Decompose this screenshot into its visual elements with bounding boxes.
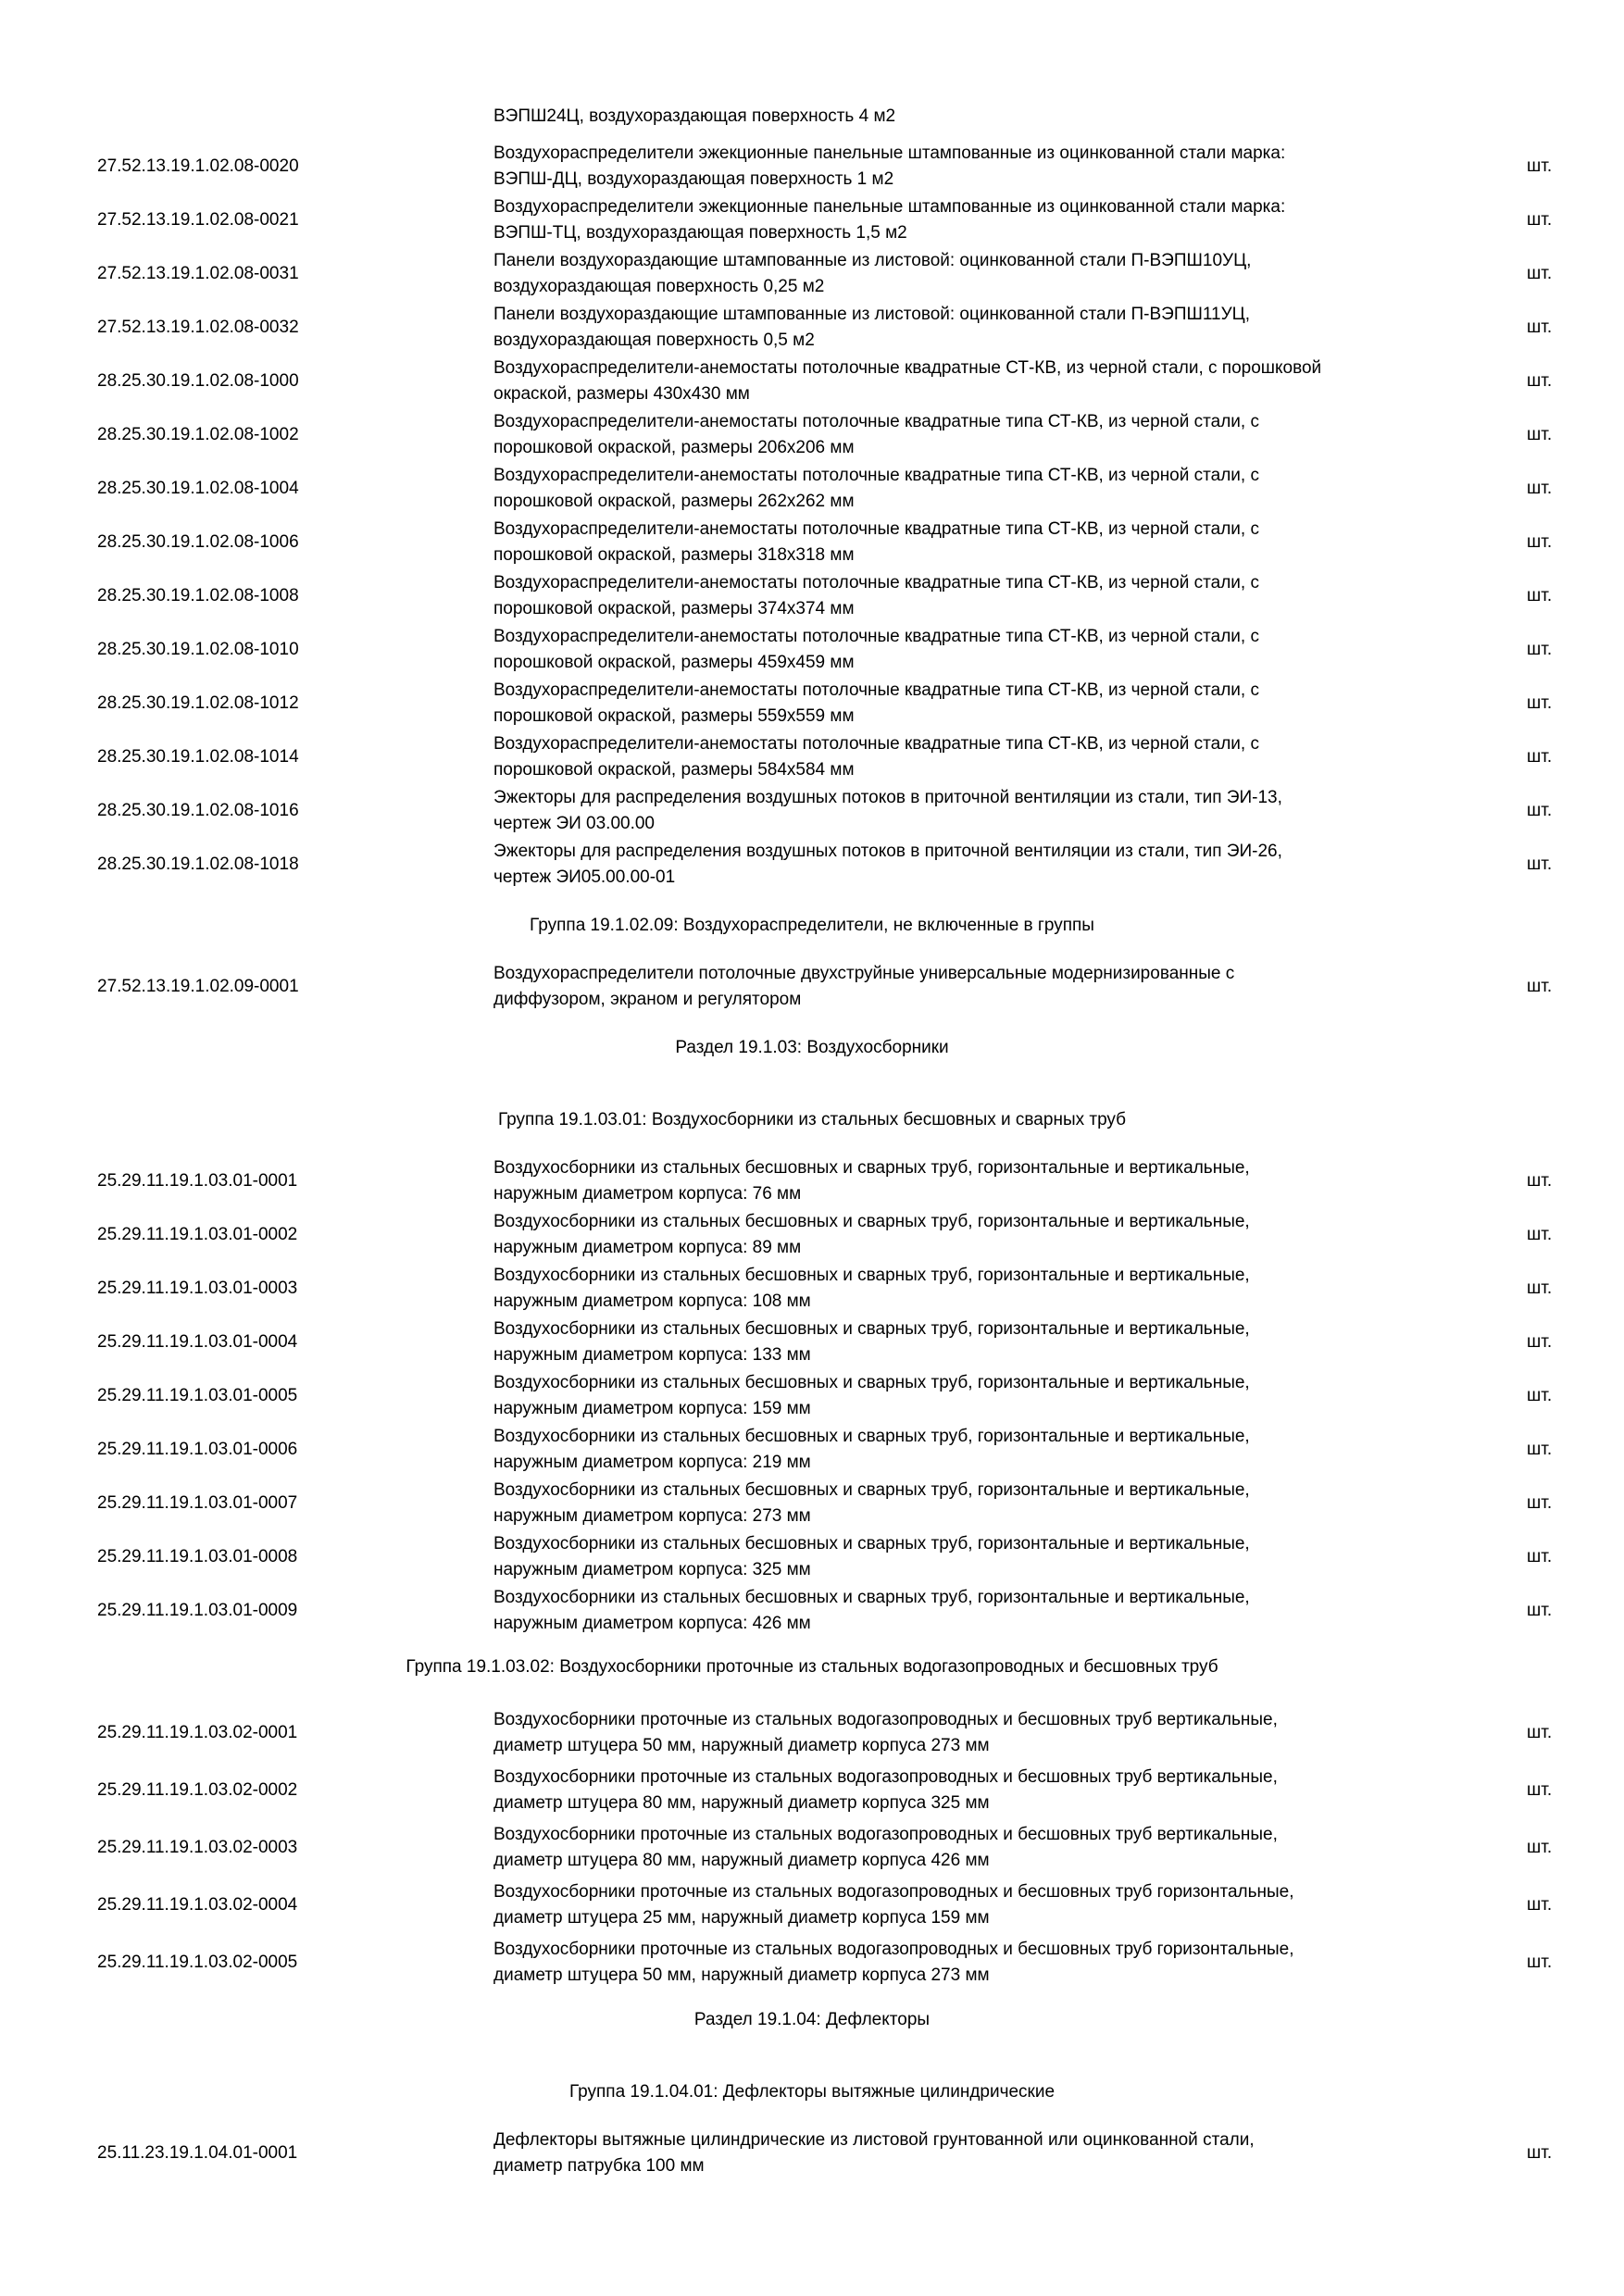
item-description-line: ВЭПШ-ТЦ, воздухораздающая поверхность 1,5 м2: [493, 223, 907, 243]
item-code: 28.25.30.19.1.02.08-1008: [97, 586, 299, 605]
group-heading: Группа 19.1.02.09: Воздухораспределители, не включенные в группы: [530, 916, 1094, 935]
item-description: [493, 1879, 1475, 1931]
item-description: [493, 409, 1475, 461]
item-description-line: порошковой окраской, размеры 206х206 мм: [493, 438, 855, 457]
item-unit: шт.: [1527, 1601, 1553, 1620]
item-code: 25.29.11.19.1.03.02-0002: [97, 1780, 298, 1800]
item-unit: шт.: [1527, 977, 1553, 996]
item-code: 27.52.13.19.1.02.08-0031: [97, 264, 299, 283]
item-description-line: чертеж ЭИ 03.00.00: [493, 814, 655, 833]
item-description-line: порошковой окраской, размеры 559х559 мм: [493, 706, 855, 726]
item-description-line: диффузором, экраном и регулятором: [493, 990, 802, 1009]
item-description-line: Воздухосборники проточные из стальных водогазопроводных и бесшовных труб вертикальные,: [493, 1825, 1278, 1844]
item-unit: шт.: [1527, 425, 1553, 444]
table-row: [0, 785, 1624, 837]
item-description-line: диаметр штуцера 25 мм, наружный диаметр корпуса 159 мм: [493, 1908, 990, 1928]
item-description-line: диаметр штуцера 80 мм, наружный диаметр корпуса 426 мм: [493, 1851, 990, 1870]
item-description: [493, 1424, 1475, 1476]
item-description: [493, 731, 1475, 783]
item-code: 28.25.30.19.1.02.08-1016: [97, 801, 299, 820]
item-description-line: окраской, размеры 430х430 мм: [493, 384, 750, 404]
item-description-line: наружным диаметром корпуса: 76 мм: [493, 1184, 802, 1204]
table-row: [0, 194, 1624, 246]
item-description: [493, 1263, 1475, 1315]
item-unit: шт.: [1527, 640, 1553, 659]
item-description-line: Воздухораспределители-анемостаты потолочные квадратные типа СТ-КВ, из черной стали, с: [493, 734, 1259, 754]
group-heading: Группа 19.1.03.01: Воздухосборники из стальных бесшовных и сварных труб: [497, 1110, 1127, 1129]
item-unit: шт.: [1527, 264, 1553, 283]
item-description-line: диаметр патрубка 100 мм: [493, 2156, 705, 2176]
item-description-line: наружным диаметром корпуса: 89 мм: [493, 1238, 802, 1257]
item-code: 25.29.11.19.1.03.02-0004: [97, 1895, 298, 1915]
item-description-line: Воздухосборники из стальных бесшовных и сварных труб, горизонтальные и вертикальные,: [493, 1480, 1250, 1500]
item-description-line: воздухораздающая поверхность 0,5 м2: [493, 331, 815, 350]
item-description: [493, 248, 1475, 300]
item-code: 28.25.30.19.1.02.08-1010: [97, 640, 299, 659]
item-description-line: Воздухосборники из стальных бесшовных и сварных труб, горизонтальные и вертикальные,: [493, 1588, 1250, 1607]
item-unit: шт.: [1527, 801, 1553, 820]
item-description: [493, 785, 1475, 837]
item-description: [493, 1316, 1475, 1368]
item-description-line: Воздухораспределители-анемостаты потолочные квадратные типа СТ-КВ, из черной стали, с: [493, 412, 1259, 431]
item-description-line: Воздухосборники проточные из стальных водогазопроводных и бесшовных труб вертикальные,: [493, 1767, 1278, 1787]
item-description: [493, 356, 1475, 407]
item-unit: шт.: [1527, 1547, 1553, 1566]
item-description: [493, 463, 1475, 515]
table-row: [0, 731, 1624, 783]
item-description-line: Воздухосборники из стальных бесшовных и сварных труб, горизонтальные и вертикальные,: [493, 1212, 1250, 1231]
item-unit: шт.: [1527, 855, 1553, 874]
section-heading: Раздел 19.1.04: Дефлекторы: [693, 2010, 931, 2029]
item-description-line: диаметр штуцера 50 мм, наружный диаметр корпуса 273 мм: [493, 1736, 990, 1755]
item-description-line: Воздухораспределители-анемостаты потолочные квадратные типа СТ-КВ, из черной стали, с: [493, 627, 1259, 646]
item-description: [493, 1765, 1475, 1816]
item-description-line: наружным диаметром корпуса: 426 мм: [493, 1614, 811, 1633]
item-description: [493, 1209, 1475, 1261]
item-description: [493, 1707, 1475, 1759]
table-row: [0, 2128, 1624, 2179]
item-description: [493, 678, 1475, 730]
item-code: 28.25.30.19.1.02.08-1004: [97, 479, 299, 498]
item-description-line: Эжекторы для распределения воздушных потоков в приточной вентиляции из стали, тип ЭИ-26,: [493, 842, 1282, 861]
item-code: 28.25.30.19.1.02.08-1012: [97, 693, 299, 713]
table-row: [0, 1937, 1624, 1989]
table-row: [0, 1478, 1624, 1529]
item-description-line: Воздухосборники из стальных бесшовных и сварных труб, горизонтальные и вертикальные,: [493, 1427, 1250, 1446]
item-code: 25.29.11.19.1.03.01-0001: [97, 1171, 298, 1191]
item-description: [493, 194, 1475, 246]
item-description-line: Панели воздухораздающие штампованные из листовой: оцинкованной стали П-ВЭПШ11УЦ,: [493, 305, 1251, 324]
table-row: [0, 1531, 1624, 1583]
item-description: [493, 1822, 1475, 1874]
item-description-line: наружным диаметром корпуса: 133 мм: [493, 1345, 811, 1365]
item-unit: шт.: [1527, 1723, 1553, 1742]
item-description: [493, 1937, 1475, 1989]
item-description-line: наружным диаметром корпуса: 219 мм: [493, 1453, 811, 1472]
item-description: [493, 1585, 1475, 1637]
item-description: [493, 517, 1475, 568]
item-description-line: Эжекторы для распределения воздушных потоков в приточной вентиляции из стали, тип ЭИ-13,: [493, 788, 1282, 807]
item-code: 25.29.11.19.1.03.01-0002: [97, 1225, 298, 1244]
item-code: 25.29.11.19.1.03.01-0008: [97, 1547, 298, 1566]
table-row: [0, 141, 1624, 193]
item-description-line: воздухораздающая поверхность 0,25 м2: [493, 277, 825, 296]
item-description-line: наружным диаметром корпуса: 108 мм: [493, 1292, 811, 1311]
item-unit: шт.: [1527, 318, 1553, 337]
item-unit: шт.: [1527, 1440, 1553, 1459]
item-description-line: Воздухосборники из стальных бесшовных и сварных труб, горизонтальные и вертикальные,: [493, 1158, 1250, 1178]
section-heading: Раздел 19.1.03: Воздухосборники: [675, 1038, 949, 1057]
item-code: 25.29.11.19.1.03.02-0005: [97, 1953, 298, 1972]
item-unit: шт.: [1527, 371, 1553, 391]
item-code: 27.52.13.19.1.02.08-0020: [97, 156, 299, 176]
item-code: 28.25.30.19.1.02.08-1002: [97, 425, 299, 444]
item-code: 28.25.30.19.1.02.08-1014: [97, 747, 299, 767]
item-description: [493, 302, 1475, 354]
item-description: [493, 624, 1475, 676]
item-description-line: порошковой окраской, размеры 374х374 мм: [493, 599, 855, 618]
item-description-line: Воздухосборники проточные из стальных водогазопроводных и бесшовных труб горизонтальные,: [493, 1940, 1294, 1959]
item-code: 27.52.13.19.1.02.09-0001: [97, 977, 299, 996]
item-description-line: Воздухораспределители-анемостаты потолочные квадратные типа СТ-КВ, из черной стали, с: [493, 680, 1259, 700]
item-description: [493, 1531, 1475, 1583]
item-description-line: Воздухораспределители потолочные двухструйные универсальные модернизированные с: [493, 964, 1235, 983]
table-row: [0, 961, 1624, 1013]
item-unit: шт.: [1527, 1953, 1553, 1972]
item-unit: шт.: [1527, 479, 1553, 498]
item-unit: шт.: [1527, 1171, 1553, 1191]
item-description-line: наружным диаметром корпуса: 325 мм: [493, 1560, 811, 1579]
table-row: [0, 409, 1624, 461]
item-unit: шт.: [1527, 1895, 1553, 1915]
item-description: [493, 1155, 1475, 1207]
item-description-line: порошковой окраской, размеры 459х459 мм: [493, 653, 855, 672]
table-row: [0, 1822, 1624, 1874]
table-row: [0, 1707, 1624, 1759]
item-code: 25.11.23.19.1.04.01-0001: [97, 2143, 298, 2163]
group-heading: Группа 19.1.03.02: Воздухосборники проточные из стальных водогазопроводных и бесшовных труб: [406, 1657, 1218, 1677]
table-row: [0, 356, 1624, 407]
item-code: 25.29.11.19.1.03.02-0003: [97, 1838, 298, 1857]
item-description-line: диаметр штуцера 80 мм, наружный диаметр корпуса 325 мм: [493, 1793, 990, 1813]
item-unit: шт.: [1527, 1838, 1553, 1857]
item-unit: шт.: [1527, 1279, 1553, 1298]
item-description: [493, 1370, 1475, 1422]
table-row: [0, 1585, 1624, 1637]
table-row: [0, 463, 1624, 515]
table-row: [0, 624, 1624, 676]
item-description-line: Воздухораспределители-анемостаты потолочные квадратные типа СТ-КВ, из черной стали, с: [493, 573, 1259, 593]
table-row: [0, 1370, 1624, 1422]
item-description-line: порошковой окраской, размеры 318х318 мм: [493, 545, 855, 565]
table-row: [0, 1209, 1624, 1261]
item-description-line: Воздухосборники проточные из стальных водогазопроводных и бесшовных труб горизонтальные,: [493, 1882, 1294, 1902]
item-description: [493, 961, 1475, 1013]
item-description-line: Воздухосборники из стальных бесшовных и сварных труб, горизонтальные и вертикальные,: [493, 1373, 1250, 1392]
table-row: [0, 1424, 1624, 1476]
table-row: [0, 517, 1624, 568]
item-description-line: наружным диаметром корпуса: 273 мм: [493, 1506, 811, 1526]
item-code: 25.29.11.19.1.03.02-0001: [97, 1723, 298, 1742]
item-code: 27.52.13.19.1.02.08-0021: [97, 210, 299, 230]
item-unit: шт.: [1527, 1493, 1553, 1513]
item-code: 25.29.11.19.1.03.01-0006: [97, 1440, 298, 1459]
table-row: [0, 302, 1624, 354]
item-unit: шт.: [1527, 693, 1553, 713]
item-code: 25.29.11.19.1.03.01-0005: [97, 1386, 298, 1405]
table-row: [0, 1155, 1624, 1207]
item-description-line: порошковой окраской, размеры 262х262 мм: [493, 492, 855, 511]
item-code: 25.29.11.19.1.03.01-0004: [97, 1332, 298, 1352]
item-unit: шт.: [1527, 747, 1553, 767]
group-heading: Группа 19.1.04.01: Дефлекторы вытяжные цилиндрические: [568, 2082, 1056, 2102]
item-description-line: Воздухораспределители-анемостаты потолочные квадратные типа СТ-КВ, из черной стали, с: [493, 519, 1259, 539]
item-description-line: чертеж ЭИ05.00.00-01: [493, 867, 676, 887]
item-description: [493, 2128, 1475, 2179]
item-description-line: наружным диаметром корпуса: 159 мм: [493, 1399, 811, 1418]
item-unit: шт.: [1527, 1225, 1553, 1244]
item-description-line: диаметр штуцера 50 мм, наружный диаметр корпуса 273 мм: [493, 1965, 990, 1985]
table-row: [0, 1765, 1624, 1816]
item-description-line: Воздухораспределители эжекционные панельные штампованные из оцинкованной стали марка:: [493, 144, 1286, 163]
table-row: [0, 1316, 1624, 1368]
item-code: 25.29.11.19.1.03.01-0003: [97, 1279, 298, 1298]
table-row: [0, 570, 1624, 622]
item-description: [493, 141, 1475, 193]
item-description-line: Дефлекторы вытяжные цилиндрические из листовой грунтованной или оцинкованной стали,: [493, 2130, 1255, 2150]
item-unit: шт.: [1527, 1386, 1553, 1405]
item-description-line: ВЭПШ-ДЦ, воздухораздающая поверхность 1 м2: [493, 169, 894, 189]
item-unit: шт.: [1527, 586, 1553, 605]
table-row: [0, 678, 1624, 730]
item-description-line: порошковой окраской, размеры 584х584 мм: [493, 760, 855, 780]
table-row: [0, 248, 1624, 300]
item-description-line: Воздухосборники из стальных бесшовных и сварных труб, горизонтальные и вертикальные,: [493, 1266, 1250, 1285]
item-description: [493, 1478, 1475, 1529]
item-description-line: Панели воздухораздающие штампованные из листовой: оцинкованной стали П-ВЭПШ10УЦ,: [493, 251, 1252, 270]
item-code: 25.29.11.19.1.03.01-0007: [97, 1493, 298, 1513]
item-unit: шт.: [1527, 210, 1553, 230]
item-unit: шт.: [1527, 532, 1553, 552]
item-description-line: Воздухосборники из стальных бесшовных и сварных труб, горизонтальные и вертикальные,: [493, 1319, 1250, 1339]
item-description-line: Воздухораспределители-анемостаты потолочные квадратные типа СТ-КВ, из черной стали, с: [493, 466, 1259, 485]
item-unit: шт.: [1527, 1332, 1553, 1352]
item-description-line: Воздухосборники проточные из стальных водогазопроводных и бесшовных труб вертикальные,: [493, 1710, 1278, 1729]
item-code: 28.25.30.19.1.02.08-1006: [97, 532, 299, 552]
item-code: 27.52.13.19.1.02.08-0032: [97, 318, 299, 337]
item-code: 28.25.30.19.1.02.08-1000: [97, 371, 299, 391]
item-unit: шт.: [1527, 1780, 1553, 1800]
item-description-line: Воздухосборники из стальных бесшовных и сварных труб, горизонтальные и вертикальные,: [493, 1534, 1250, 1554]
item-code: 28.25.30.19.1.02.08-1018: [97, 855, 299, 874]
item-description: [493, 570, 1475, 622]
item-code: 25.29.11.19.1.03.01-0009: [97, 1601, 298, 1620]
item-description-line: Воздухораспределители-анемостаты потолочные квадратные СТ-КВ, из черной стали, с порошковой: [493, 358, 1322, 378]
item-description: [493, 839, 1475, 891]
item-unit: шт.: [1527, 2143, 1553, 2163]
continuation-text: ВЭПШ24Ц, воздухораздающая поверхность 4 м2: [493, 106, 896, 126]
table-row: [0, 1263, 1624, 1315]
item-unit: шт.: [1527, 156, 1553, 176]
table-row: [0, 839, 1624, 891]
item-description-line: Воздухораспределители эжекционные панельные штампованные из оцинкованной стали марка:: [493, 197, 1286, 217]
table-row: [0, 1879, 1624, 1931]
